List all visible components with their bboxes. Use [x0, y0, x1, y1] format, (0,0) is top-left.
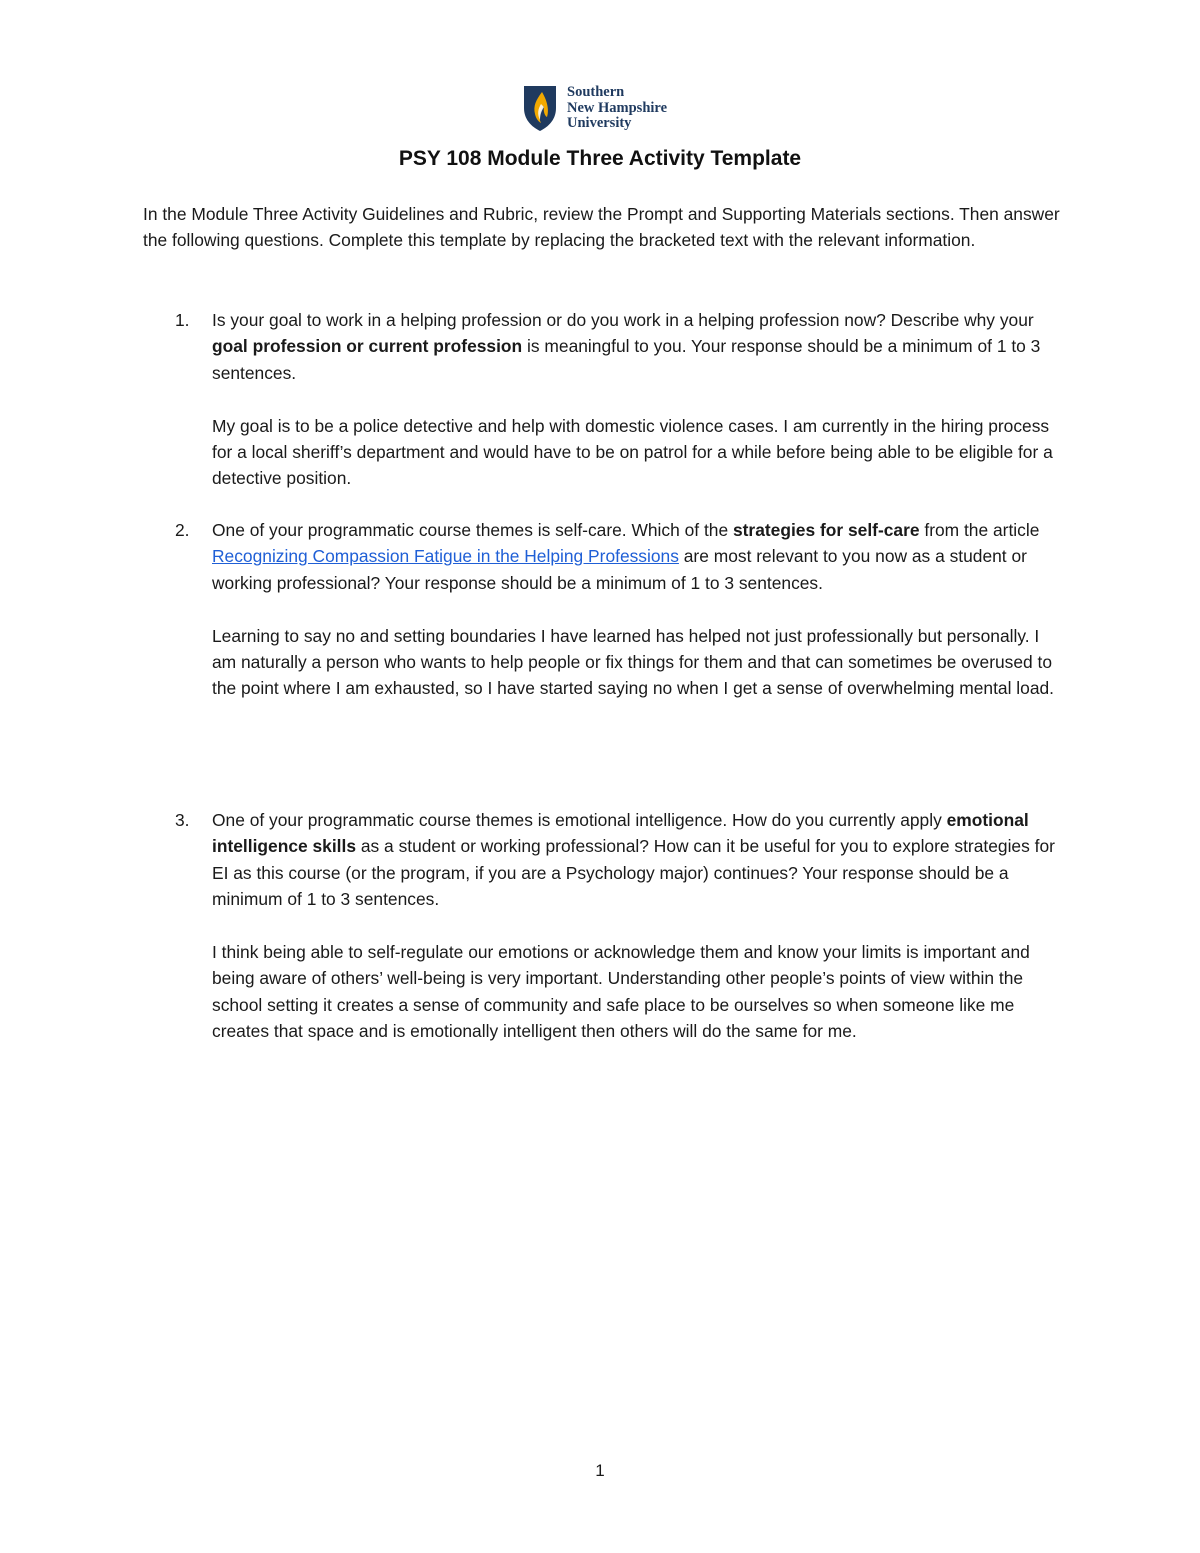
prompt-emphasis: goal profession or current profession: [212, 336, 523, 357]
snhu-shield-flame-icon: [522, 84, 558, 132]
question-body: [212, 307, 1057, 492]
answer-paragraph: My goal is to be a police detective and help with domestic violence cases. I am currently in the hiring process for a local sheriff’s department and would have to be on patrol for a while before being able to be eligible for a detective position.: [212, 415, 1053, 489]
prompt-text: from the article: [919, 520, 1040, 540]
question-body: [212, 517, 1057, 702]
question-number: 2.: [175, 520, 190, 540]
logo-line-1: Southern: [567, 84, 625, 100]
logo-line-3: University: [567, 115, 632, 131]
prompt-text: One of your programmatic course themes is self-care. Which of the: [212, 520, 733, 540]
prompt-emphasis: strategies for self-care: [732, 520, 920, 540]
university-logo: [522, 84, 692, 134]
document-title: PSY 108 Module Three Activity Template: [398, 147, 802, 170]
intro-paragraph: In the Module Three Activity Guidelines and Rubric, review the Prompt and Supporting Materials sections. Then answer the following questions. Complete this template by replacing the bracketed text with the relevant information.: [143, 204, 1060, 251]
question-number: 1.: [175, 310, 190, 330]
prompt-text: One of your programmatic course themes is emotional intelligence. How do you currently apply: [212, 810, 947, 830]
question-number: 3.: [175, 810, 190, 830]
question-prompt: [212, 807, 1057, 913]
answer-paragraph: I think being able to self-regulate our emotions or acknowledge them and know your limits is important and being aware of others’ well-being is very important. Understanding other people’s points of view within the school setting it creates a sense of community and safe place to be ourselves so when someone like me creates that space and is emotionally intelligent then others will do the same for me.: [212, 942, 1030, 1042]
prompt-text: is meaningful to you. Your response should be a minimum of 1 to 3 sentences.: [212, 336, 1041, 383]
page-number: 1: [595, 1461, 605, 1480]
logo-line-2: New Hampshire: [567, 99, 668, 116]
prompt-emphasis: emotional intelligence skills: [212, 810, 1029, 857]
article-link[interactable]: Recognizing Compassion Fatigue in the Helping Professions: [212, 546, 679, 567]
question-prompt: [212, 517, 1057, 596]
answer-paragraph: Learning to say no and setting boundaries I have learned has helped not just professionally but personally. I am naturally a person who wants to help people or fix things for them and that can sometimes be overused to the point where I am exhausted, so I have started saying no when I get a sense of overwhelming mental load.: [212, 625, 1055, 699]
question-prompt: [212, 307, 1057, 386]
question-body: [212, 807, 1057, 1045]
prompt-text: as a student or working professional? How can it be useful for you to explore strategies for EI as this course (or the program, if you are a Psychology major) continues? Your response should be a minimum of 1 to 3 sentences.: [212, 836, 1055, 910]
prompt-text: are most relevant to you now as a student or working professional? Your response should be a minimum of 1 to 3 sentences.: [212, 546, 1027, 593]
logo-wordmark: [567, 85, 667, 132]
prompt-text: Is your goal to work in a helping profession or do you work in a helping profession now? Describe why your: [212, 310, 1034, 330]
